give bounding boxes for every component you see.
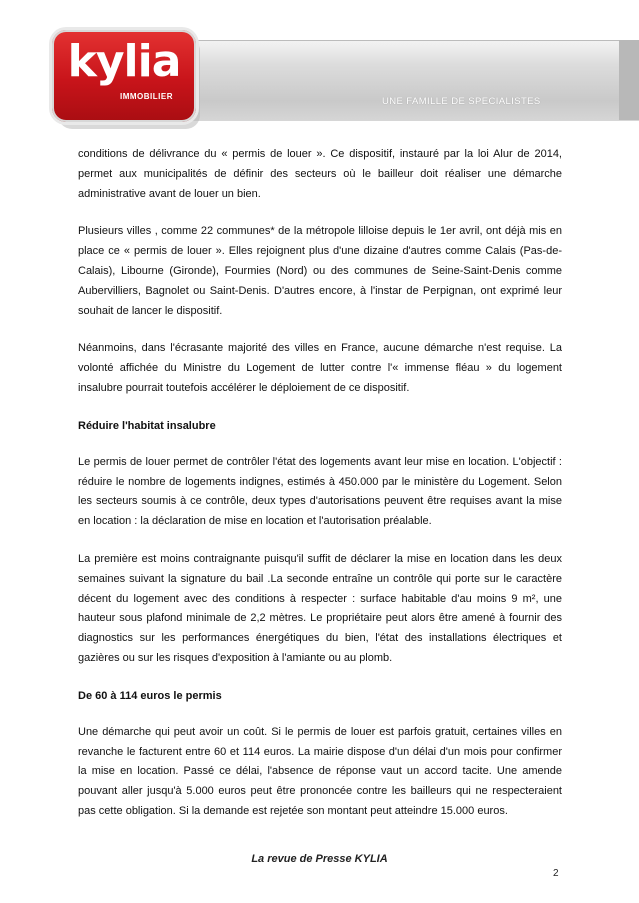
page-number: 2 [553, 868, 559, 879]
paragraph: Une démarche qui peut avoir un coût. Si le permis de louer est parfois gratuit, certaines villes en revanche le facturent entre 60 et 114 euros. La mairie dispose d'un délai d'un mois pour confirmer la mise en location. Passé ce délai, l'absence de réponse vaut un accord tacite. Une amende pouvant aller jusqu'à 5.000 euros peut être prononcée contre les bailleurs qui ne respecteraient pas cette obligation. Si la demande est rejetée son montant peut atteindre 15.000 euros. [78, 725, 562, 817]
logo-name: kylia [67, 36, 181, 87]
footer-title: La revue de Presse KYLIA [251, 853, 388, 865]
header-band [170, 40, 639, 121]
page-header [0, 0, 639, 126]
paragraph: Néanmoins, dans l'écrasante majorité des villes en France, aucune démarche n'est requise. La volonté affichée du Ministre du Logement de lutter contre l'« immense fléau » du logement insalubre pourrait toutefois accélérer le déploiement de ce dispositif. [78, 342, 562, 394]
paragraph: Le permis de louer permet de contrôler l'état des logements avant leur mise en location. L'objectif : réduire le nombre de logements indignes, estimés à 450.000 par le ministère du Logement. Selon les secteurs soumis à ce contrôle, deux types d'autorisations peuvent être requises avant la mise en location : la déclaration de mise en location et l'autorisation préalable. [78, 455, 562, 528]
header-tagline: UNE FAMILLE DE SPECIALISTES [382, 96, 541, 107]
paragraph: La première est moins contraignante puisqu'il suffit de déclarer la mise en location dans les deux semaines suivant la signature du bail .La seconde entraîne un contrôle qui porte sur le caractère décent du logement avec des conditions à respecter : surface habitable d'au moins 9 m², une hauteur sous plafond minimale de 2,2 mètres. Le propriétaire peut alors être amené à fournir des diagnostics sur les performances énergétiques du bien, l'état des installations électriques et gazières ou sur les risques d'exposition à l'amiante ou au plomb. [78, 552, 562, 664]
paragraph: Plusieurs villes , comme 22 communes* de la métropole lilloise depuis le 1er avril, ont déjà mis en place ce « permis de louer ». Elles rejoignent plus d'une dizaine d'autres comme Calais (Pas-de-Calais), Libourne (Gironde), Fourmies (Nord) ou des communes de Seine-Saint-Denis comme Aubervilliers, Bagnolet ou Saint-Denis. D'autres encore, à l'instar de Perpignan, ont exprimé leur souhait de lancer le dispositif. [78, 225, 562, 317]
section-heading: De 60 à 114 euros le permis [78, 689, 222, 702]
paragraph: conditions de délivrance du « permis de louer ». Ce dispositif, instauré par la loi Alur de 2014, permet aux municipalités de définir des secteurs où le bailleur doit réaliser une démarche administrative avant de louer un bien. [78, 148, 562, 200]
logo-subtitle: IMMOBILIER [120, 92, 173, 101]
kylia-logo [52, 30, 196, 122]
section-heading: Réduire l'habitat insalubre [78, 419, 216, 432]
article-body [78, 145, 562, 840]
header-band-edge [619, 40, 639, 120]
